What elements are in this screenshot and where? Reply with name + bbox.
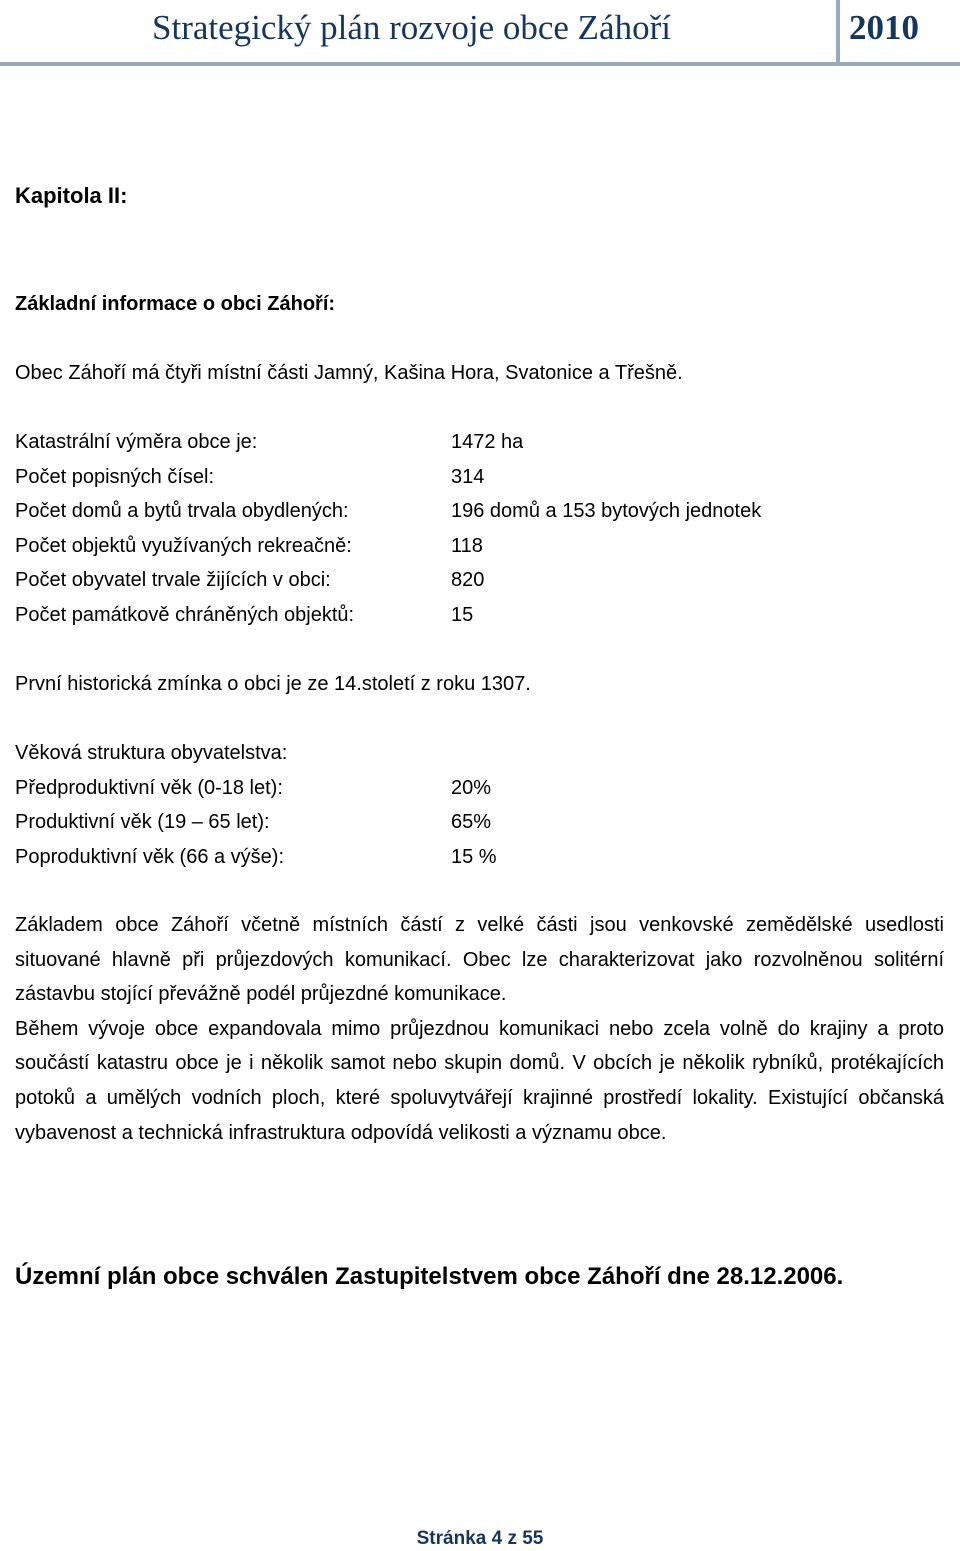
fact-value: 118	[451, 535, 483, 557]
header-year: 2010	[849, 8, 919, 47]
fact-label: Počet obyvatel trvale žijících v obci:	[15, 569, 331, 591]
page-header	[0, 0, 960, 66]
header-divider-horizontal	[0, 62, 960, 66]
history-text: První historická zmínka o obci je ze 14.století z roku 1307.	[15, 673, 531, 695]
fact-label: Počet objektů využívaných rekreačně:	[15, 535, 352, 557]
chapter-heading: Kapitola II:	[15, 183, 128, 208]
description-paragraph: Základem obce Záhoří včetně místních částí z velké části jsou venkovské zemědělské usedlosti situované hlavně při průjezdových komunikací. Obec lze charakterizovat jako rozvolněnou solitérní zástavbu stojící převážně podél průjezdné komunikace.	[15, 914, 944, 1006]
page-footer: Stránka 4 z 55	[416, 1528, 544, 1549]
fact-label: Počet domů a bytů trvala obydlených:	[15, 500, 349, 522]
header-divider-vertical	[836, 0, 840, 62]
age-label: Produktivní věk (19 – 65 let):	[15, 811, 270, 833]
age-structure-title: Věková struktura obyvatelstva:	[15, 742, 288, 764]
age-value: 20%	[451, 777, 492, 799]
fact-value: 196 domů a 153 bytových jednotek	[451, 500, 762, 522]
description-paragraph: Během vývoje obce expandovala mimo průjezdnou komunikaci nebo zcela volně do krajiny a proto součástí katastru obce je i několik samot nebo skupin domů. V obcích je několik rybníků, protékajících potoků a umělých vodních ploch, které spoluvytvářejí krajinné prostředí lokality. Existující občanská vybavenost a technická infrastruktura odpovídá velikosti a významu obce.	[15, 1017, 944, 1144]
section-title: Základní informace o obci Záhoří:	[15, 293, 336, 315]
plan-approval-note: Územní plán obce schválen Zastupitelstvem obce Záhoří dne 28.12.2006.	[15, 1263, 844, 1290]
age-value: 15 %	[451, 846, 497, 868]
fact-value: 1472 ha	[451, 431, 524, 453]
fact-value: 314	[451, 466, 485, 488]
description	[15, 908, 944, 1150]
fact-value: 15	[451, 604, 474, 626]
age-label: Předproduktivní věk (0-18 let):	[15, 777, 283, 799]
header-title: Strategický plán rozvoje obce Záhoří	[152, 8, 671, 47]
age-label: Poproduktivní věk (66 a výše):	[15, 846, 285, 868]
age-value: 65%	[451, 811, 492, 833]
intro-text: Obec Záhoří má čtyři místní části Jamný, Kašina Hora, Svatonice a Třešně.	[15, 362, 683, 384]
fact-label: Katastrální výměra obce je:	[15, 431, 258, 453]
fact-label: Počet popisných čísel:	[15, 466, 214, 488]
fact-label: Počet památkově chráněných objektů:	[15, 604, 355, 626]
fact-value: 820	[451, 569, 485, 591]
